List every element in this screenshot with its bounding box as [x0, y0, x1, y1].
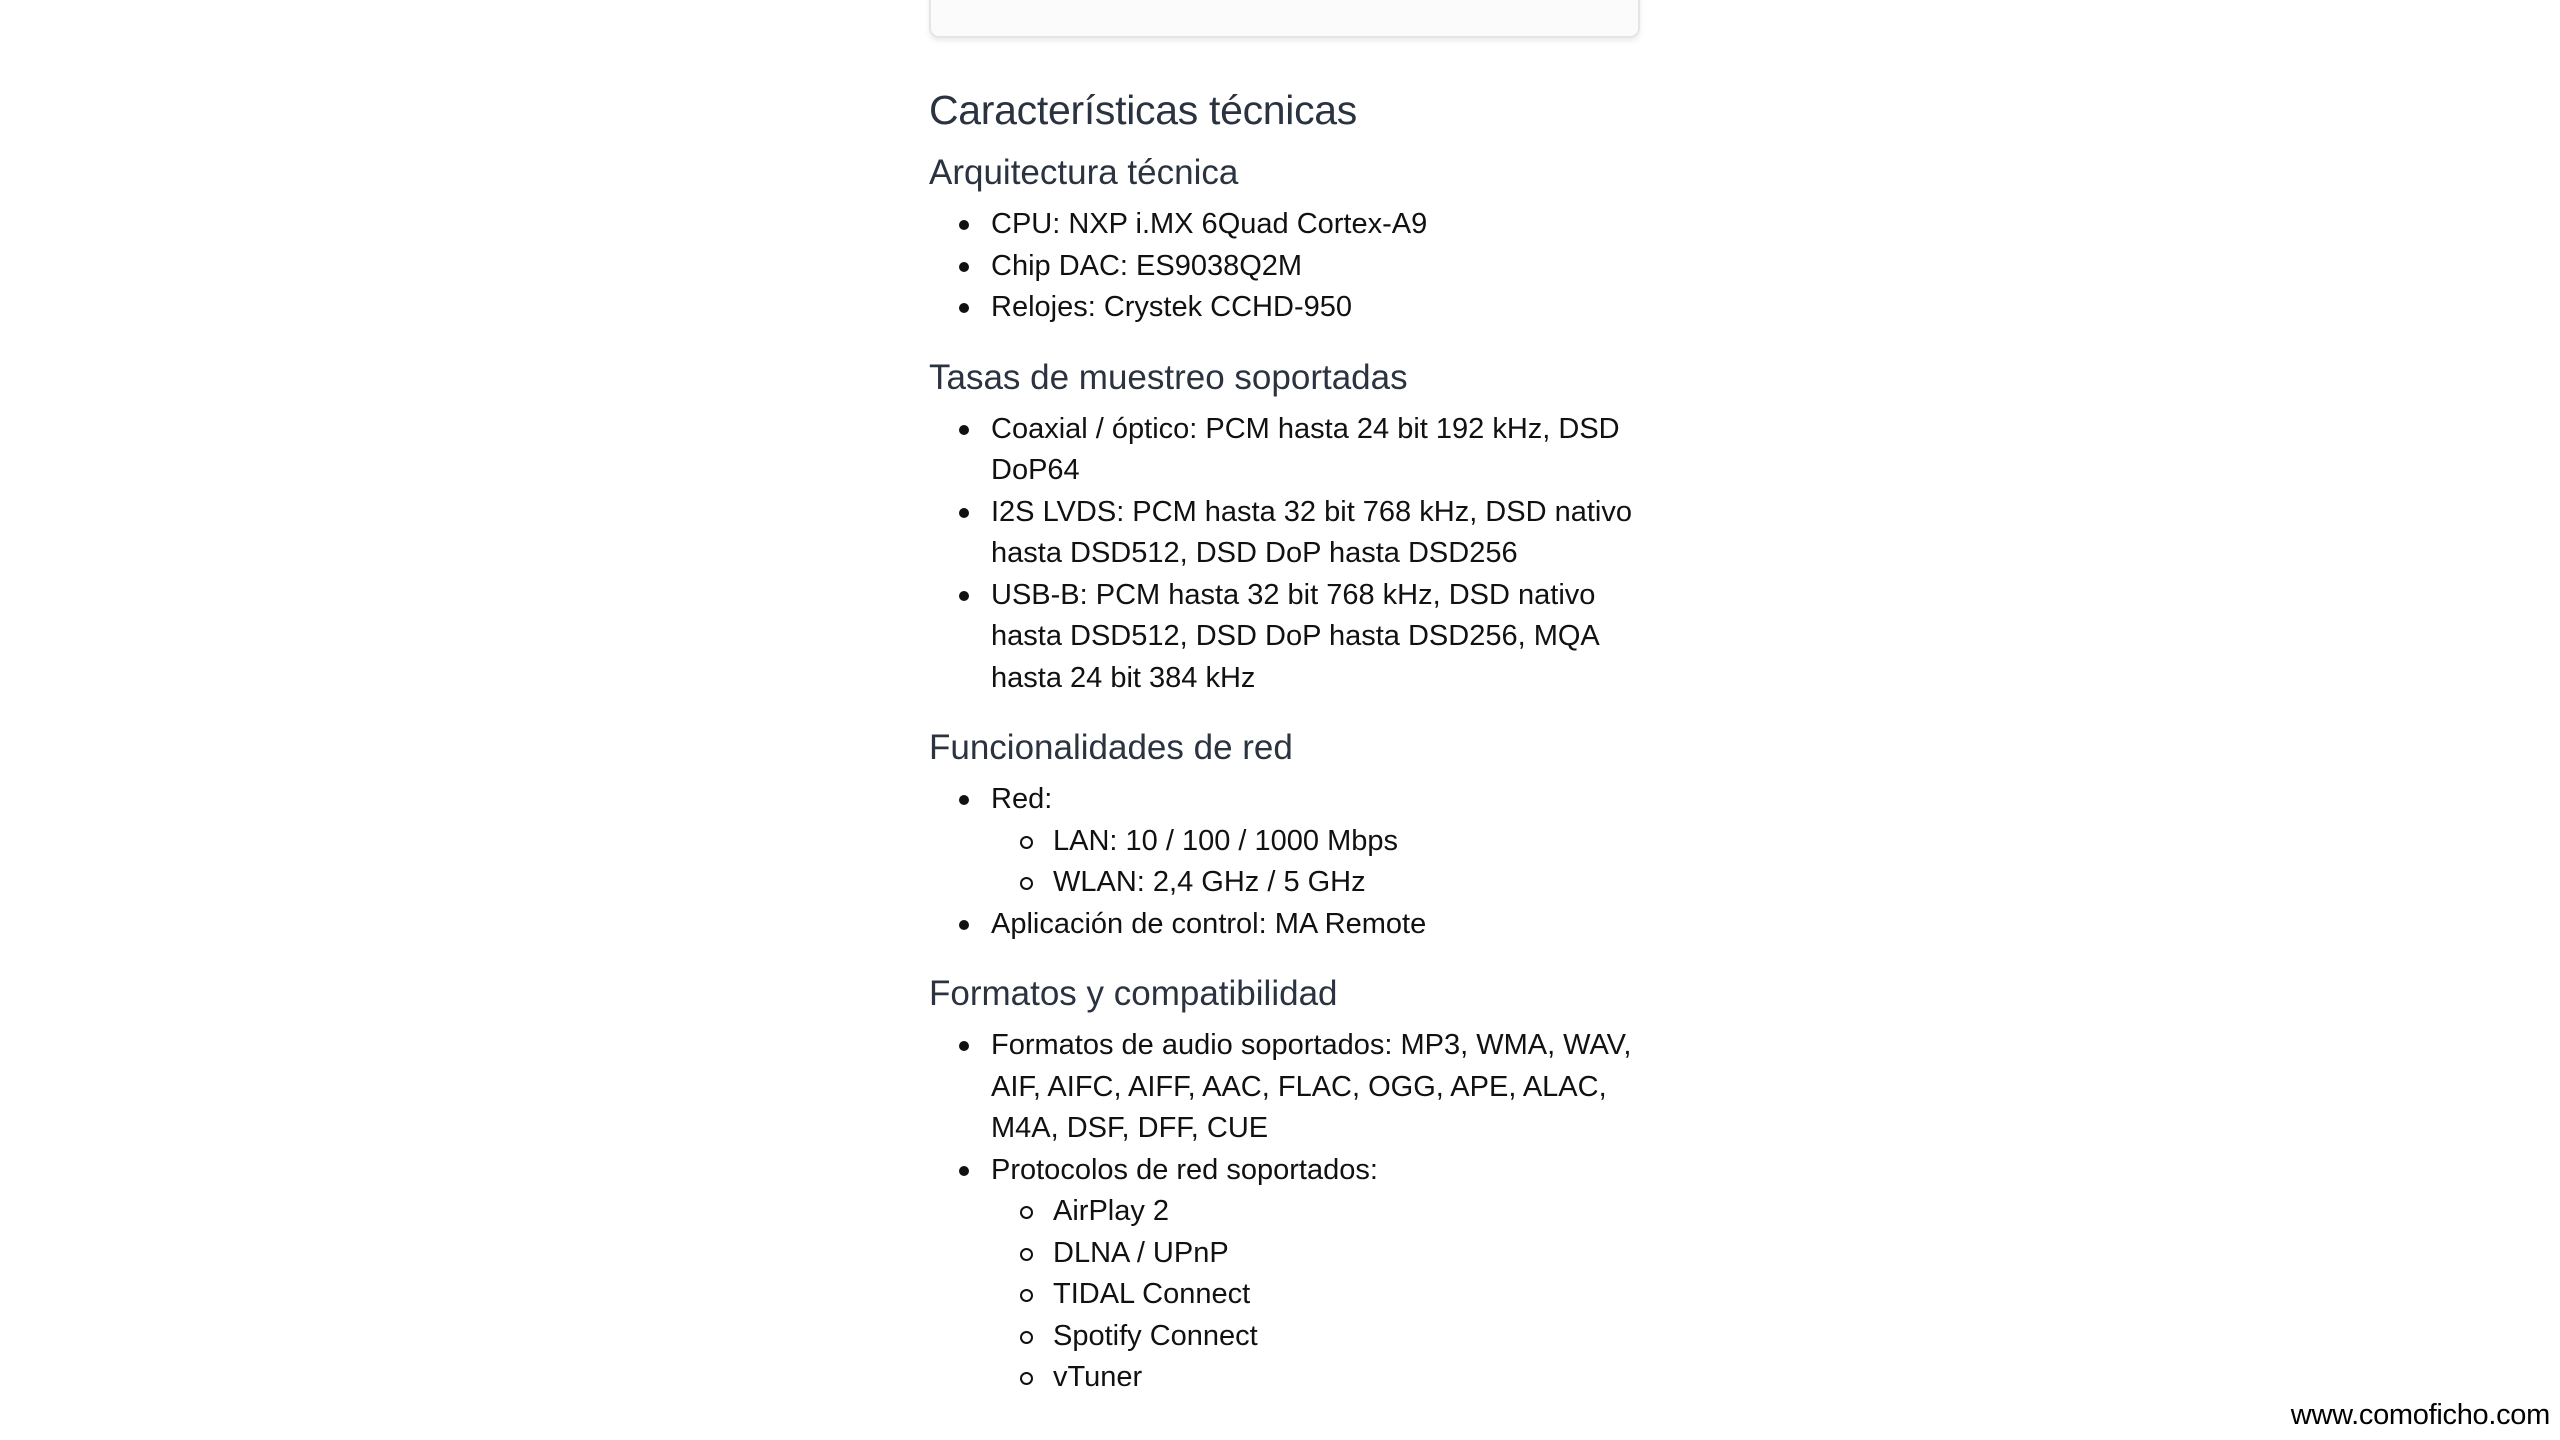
sublist-item: TIDAL Connect	[991, 1274, 1640, 1316]
bullet-icon	[959, 425, 969, 435]
sublist-item: DLNA / UPnP	[991, 1233, 1640, 1275]
heading-formatos: Formatos y compatibilidad	[929, 974, 1338, 1013]
sublist-item: AirPlay 2	[991, 1191, 1640, 1233]
circle-bullet-icon	[1020, 877, 1033, 890]
circle-bullet-icon	[1020, 1248, 1033, 1261]
list-item: USB-B: PCM hasta 32 bit 768 kHz, DSD nativo hasta DSD512, DSD DoP hasta DSD256, MQA hasta 24 bit 384 kHz	[929, 575, 1640, 700]
list-formatos	[929, 1025, 1640, 1399]
circle-bullet-icon	[1020, 1289, 1033, 1302]
sublist-protocolos	[991, 1191, 1640, 1399]
circle-bullet-icon	[1020, 1331, 1033, 1344]
list-arquitectura	[929, 204, 1640, 329]
sublist-item: WLAN: 2,4 GHz / 5 GHz	[991, 862, 1640, 904]
sublist-item: Spotify Connect	[991, 1316, 1640, 1358]
watermark: www.comoficho.com	[2290, 1399, 2550, 1431]
article-content	[929, 82, 1640, 1423]
list-item: Red: LAN: 10 / 100 / 1000 Mbps WLAN: 2,4 GHz / 5 GHz	[929, 779, 1640, 904]
list-item: Formatos de audio soportados: MP3, WMA, WAV, AIF, AIFC, AIFF, AAC, FLAC, OGG, APE, ALAC, M4A, DSF, DFF, CUE	[929, 1025, 1640, 1150]
list-item: Aplicación de control: MA Remote	[929, 904, 1640, 946]
bullet-icon	[959, 920, 969, 930]
list-item: Protocolos de red soportados: AirPlay 2 DLNA / UPnP TIDAL Connect Spotify Connect vTuner	[929, 1150, 1640, 1399]
sublist-item: vTuner	[991, 1357, 1640, 1399]
list-red	[929, 779, 1640, 945]
sublist-red	[991, 821, 1640, 904]
section-title: Características técnicas	[929, 87, 1358, 133]
bullet-icon	[959, 262, 969, 272]
bullet-icon	[959, 303, 969, 313]
list-item: Coaxial / óptico: PCM hasta 24 bit 192 kHz, DSD DoP64	[929, 409, 1640, 492]
sublist-item: LAN: 10 / 100 / 1000 Mbps	[991, 821, 1640, 863]
heading-tasas: Tasas de muestreo soportadas	[929, 357, 1408, 397]
list-item: I2S LVDS: PCM hasta 32 bit 768 kHz, DSD nativo hasta DSD512, DSD DoP hasta DSD256	[929, 492, 1640, 575]
previous-content-card	[929, 0, 1640, 38]
circle-bullet-icon	[1020, 836, 1033, 849]
bullet-icon	[959, 591, 969, 601]
heading-arquitectura: Arquitectura técnica	[929, 153, 1239, 192]
list-item: CPU: NXP i.MX 6Quad Cortex-A9	[929, 204, 1640, 246]
bullet-icon	[959, 1041, 969, 1051]
bullet-icon	[959, 795, 969, 805]
bullet-icon	[959, 220, 969, 230]
list-item: Chip DAC: ES9038Q2M	[929, 246, 1640, 288]
list-tasas	[929, 409, 1640, 700]
bullet-icon	[959, 508, 969, 518]
heading-red: Funcionalidades de red	[929, 728, 1293, 767]
circle-bullet-icon	[1020, 1206, 1033, 1219]
circle-bullet-icon	[1020, 1372, 1033, 1385]
bullet-icon	[959, 1166, 969, 1176]
list-item: Relojes: Crystek CCHD-950	[929, 287, 1640, 329]
